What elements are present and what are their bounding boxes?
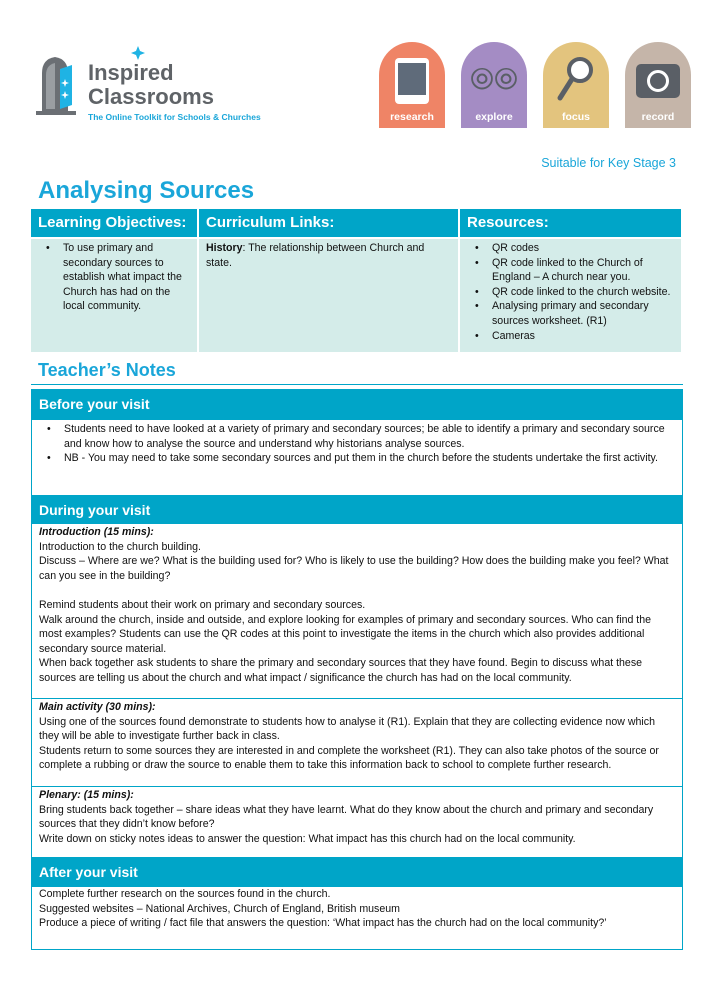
before-body bbox=[31, 420, 683, 495]
camera-icon bbox=[625, 54, 691, 106]
plenary-section bbox=[31, 786, 683, 857]
resource-item: • QR code linked to the Church of England – A church near you. bbox=[467, 256, 674, 285]
church-door-icon bbox=[36, 55, 84, 117]
badge-label: research bbox=[390, 111, 434, 123]
tablet-icon bbox=[379, 54, 445, 106]
introduction-title: Introduction (15 mins): bbox=[39, 526, 154, 538]
intro-blank-line bbox=[39, 583, 675, 598]
logo bbox=[36, 55, 86, 117]
objectives-header: Learning Objectives: bbox=[31, 209, 197, 237]
resource-item: • QR code linked to the church website. bbox=[467, 285, 674, 300]
intro-line: Walk around the church, inside and outside, and explore looking for examples of primary and secondary sources. Who can find the most examples? Students can use the QR codes at this point to investigate the items in the church which also provides additional secondary source material. bbox=[39, 613, 652, 655]
badge-record bbox=[625, 42, 691, 128]
binoculars-icon: ⦾⦾ bbox=[470, 63, 518, 96]
plenary-line: Bring students back together – share ideas what they have learnt. What do they know about the church and primary and secondary sources that they didn’t know before? bbox=[39, 803, 654, 831]
divider bbox=[31, 384, 683, 385]
intro-line: Introduction to the church building. bbox=[39, 540, 201, 553]
brand-name: Classrooms bbox=[88, 84, 214, 109]
main-line: Using one of the sources found demonstrate to students how to analyse it (R1). Explain that they are collecting evidence now which they will be able to investigate further back in class. bbox=[39, 715, 655, 743]
before-item: • NB - You may need to take some secondary sources and put them in the church before the students undertake the first activity. bbox=[39, 451, 675, 466]
curriculum-body bbox=[199, 239, 458, 352]
intro-line: Remind students about their work on primary and secondary sources. bbox=[39, 598, 366, 611]
plenary-line: Write down on sticky notes ideas to answer the question: What impact has this church had on the local community. bbox=[39, 832, 576, 845]
resource-item: • Cameras bbox=[467, 329, 674, 344]
brand-tagline: The Online Toolkit for Schools & Churches bbox=[88, 112, 261, 122]
badge-focus bbox=[543, 42, 609, 128]
objectives-body bbox=[31, 239, 197, 352]
main-line: Students return to some sources they are interested in and complete the worksheet (R1). They can also take photos of the source or complete a rubbing or draw the source to enable them to take this information back to school to complete further research. bbox=[39, 744, 659, 772]
plenary-title: Plenary: (15 mins): bbox=[39, 789, 134, 801]
after-body bbox=[31, 887, 683, 950]
page-title: Analysing Sources bbox=[38, 177, 255, 204]
after-line: Complete further research on the sources found in the church. bbox=[39, 888, 331, 900]
sparkle-icon bbox=[131, 46, 145, 60]
brand-name: Inspired bbox=[88, 60, 174, 85]
resource-item: • QR codes bbox=[467, 241, 674, 256]
main-activity-section bbox=[31, 698, 683, 786]
curriculum-text: : The relationship between Church and state. bbox=[206, 242, 425, 269]
after-header: After your visit bbox=[31, 857, 683, 887]
resource-item: • Analysing primary and secondary sources worksheet. (R1) bbox=[467, 299, 674, 328]
badge-label: record bbox=[641, 111, 675, 123]
before-header: Before your visit bbox=[31, 389, 683, 420]
key-stage: Suitable for Key Stage 3 bbox=[541, 156, 676, 170]
magnifier-icon bbox=[543, 54, 609, 106]
intro-line: Discuss – Where are we? What is the building used for? Who is likely to use the building? How does the building make you feel? What can you see in the building? bbox=[39, 555, 669, 582]
badge-explore bbox=[461, 42, 527, 128]
curriculum-header: Curriculum Links: bbox=[199, 209, 458, 237]
during-header: During your visit bbox=[31, 495, 683, 524]
objective-item: • To use primary and secondary sources to establish what impact the Church has had on the local community. bbox=[38, 241, 190, 314]
introduction-section bbox=[31, 524, 683, 698]
resources-body bbox=[460, 239, 681, 352]
before-item: • Students need to have looked at a variety of primary and secondary sources; be able to identify a primary and secondary source and know how to analyse the source and understand why historians analyse sources. bbox=[39, 422, 675, 451]
resources-header: Resources: bbox=[460, 209, 681, 237]
badge-label: focus bbox=[561, 111, 590, 123]
after-line: Suggested websites – National Archives, Church of England, British museum bbox=[39, 902, 400, 915]
badge-research bbox=[379, 42, 445, 128]
curriculum-subject: History bbox=[206, 242, 243, 254]
badge-label: explore bbox=[475, 111, 513, 123]
main-activity-title: Main activity (30 mins): bbox=[39, 701, 156, 713]
after-line: Produce a piece of writing / fact file that answers the question: ‘What impact has the church had on the local community?’ bbox=[39, 917, 607, 930]
intro-line: When back together ask students to share the primary and secondary sources that they have found. Begin to discuss what these sources are telling us about the church and what impact / significance the church has had on the local community. bbox=[39, 657, 643, 684]
teachers-notes-title: Teacher’s Notes bbox=[38, 360, 176, 380]
